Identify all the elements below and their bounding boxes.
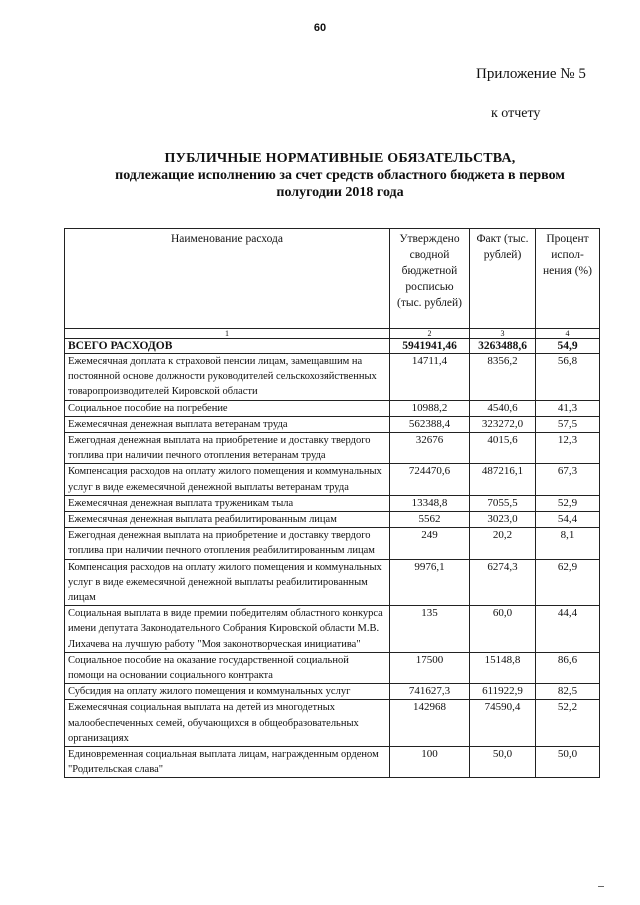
header-row	[65, 229, 600, 329]
row-fact: 6274,3	[470, 559, 536, 606]
row-percent: 67,3	[536, 464, 600, 495]
row-fact: 3023,0	[470, 512, 536, 528]
row-approved: 10988,2	[390, 400, 470, 416]
title-line-2: подлежащие исполнению за счет средств областного бюджета в первом	[115, 168, 565, 183]
header-name: Наименование расхода	[65, 229, 390, 329]
row-name: Ежемесячная денежная выплата реабилитированным лицам	[65, 512, 390, 528]
appendix-label: Приложение № 5	[476, 66, 586, 82]
table-row	[65, 559, 600, 606]
row-approved: 724470,6	[390, 464, 470, 495]
row-name: Ежемесячная денежная выплата ветеранам труда	[65, 416, 390, 432]
row-name: Социальная выплата в виде премии победителям областного конкурса имени депутата Законодательного Собрания Кировской области М.В. Лихачева на лучшую работу "Моя законотворческая инициатива"	[65, 606, 390, 653]
row-approved: 32676	[390, 433, 470, 464]
table-row	[65, 495, 600, 511]
title-line-1: ПУБЛИЧНЫЕ НОРМАТИВНЫЕ ОБЯЗАТЕЛЬСТВА,	[164, 151, 516, 166]
row-percent: 8,1	[536, 528, 600, 559]
row-approved: 142968	[390, 700, 470, 747]
row-fact: 74590,4	[470, 700, 536, 747]
table-row	[65, 700, 600, 747]
table-row	[65, 528, 600, 559]
row-name: Социальное пособие на погребение	[65, 400, 390, 416]
row-name: Ежемесячная денежная выплата труженикам тыла	[65, 495, 390, 511]
row-percent: 62,9	[536, 559, 600, 606]
row-name: Ежегодная денежная выплата на приобретение и доставку твердого топлива при наличии печного отопления ветеранам труда	[65, 433, 390, 464]
row-fact: 15148,8	[470, 652, 536, 683]
row-approved: 249	[390, 528, 470, 559]
header-percent: Процент испол-нения (%)	[536, 229, 600, 329]
row-approved: 741627,3	[390, 684, 470, 700]
row-fact: 487216,1	[470, 464, 536, 495]
row-approved: 100	[390, 747, 470, 778]
row-name: Компенсация расходов на оплату жилого помещения и коммунальных услуг в виде ежемесячной денежной выплаты ветеранам труда	[65, 464, 390, 495]
table-row	[65, 433, 600, 464]
document-title	[100, 150, 580, 201]
row-fact: 611922,9	[470, 684, 536, 700]
total-name: ВСЕГО РАСХОДОВ	[65, 339, 390, 354]
row-approved: 5562	[390, 512, 470, 528]
row-fact: 4015,6	[470, 433, 536, 464]
row-fact: 323272,0	[470, 416, 536, 432]
row-percent: 56,8	[536, 354, 600, 401]
row-fact: 60,0	[470, 606, 536, 653]
header-fact: Факт (тыс. рублей)	[470, 229, 536, 329]
table-row	[65, 464, 600, 495]
row-approved: 562388,4	[390, 416, 470, 432]
table-row	[65, 652, 600, 683]
row-percent: 57,5	[536, 416, 600, 432]
page-number: 60	[313, 22, 327, 34]
row-name: Социальное пособие на оказание государственной социальной помощи на основании социального контракта	[65, 652, 390, 683]
row-percent: 41,3	[536, 400, 600, 416]
row-approved: 13348,8	[390, 495, 470, 511]
table-row	[65, 512, 600, 528]
row-approved: 14711,4	[390, 354, 470, 401]
row-name: Компенсация расходов на оплату жилого помещения и коммунальных услуг в виде ежемесячной денежной выплаты реабилитированным лицам	[65, 559, 390, 606]
row-fact: 4540,6	[470, 400, 536, 416]
obligations-table	[64, 228, 600, 778]
total-approved: 5941941,46	[390, 339, 470, 354]
total-percent: 54,9	[536, 339, 600, 354]
col-number: 4	[536, 329, 600, 339]
row-approved: 17500	[390, 652, 470, 683]
row-fact: 8356,2	[470, 354, 536, 401]
col-number: 3	[470, 329, 536, 339]
row-name: Ежегодная денежная выплата на приобретение и доставку твердого топлива при наличии печного отопления реабилитированным лицам	[65, 528, 390, 559]
row-name: Единовременная социальная выплата лицам, награжденным орденом "Родительская слава"	[65, 747, 390, 778]
col-number: 1	[65, 329, 390, 339]
row-percent: 86,6	[536, 652, 600, 683]
row-name: Ежемесячная доплата к страховой пенсии лицам, замещавшим на постоянной основе должности руководителей сельскохозяйственных товаропроизводителей Кировской области	[65, 354, 390, 401]
column-number-row	[65, 329, 600, 339]
table-row	[65, 354, 600, 401]
row-percent: 52,9	[536, 495, 600, 511]
row-name: Субсидия на оплату жилого помещения и коммунальных услуг	[65, 684, 390, 700]
report-label: к отчету	[491, 106, 541, 121]
row-percent: 12,3	[536, 433, 600, 464]
total-row	[65, 339, 600, 354]
row-fact: 50,0	[470, 747, 536, 778]
row-approved: 9976,1	[390, 559, 470, 606]
row-percent: 54,4	[536, 512, 600, 528]
row-approved: 135	[390, 606, 470, 653]
row-name: Ежемесячная социальная выплата на детей из многодетных малообеспеченных семей, обучающихся в общеобразовательных организациях	[65, 700, 390, 747]
table-row	[65, 606, 600, 653]
row-fact: 7055,5	[470, 495, 536, 511]
table-row	[65, 747, 600, 778]
header-approved: Утверждено сводной бюджетной росписью (тыс. рублей)	[390, 229, 470, 329]
row-fact: 20,2	[470, 528, 536, 559]
scan-mark	[598, 886, 604, 887]
table-row	[65, 684, 600, 700]
row-percent: 44,4	[536, 606, 600, 653]
row-percent: 52,2	[536, 700, 600, 747]
table-row	[65, 416, 600, 432]
title-line-3: полугодии 2018 года	[276, 185, 404, 200]
row-percent: 50,0	[536, 747, 600, 778]
table-row	[65, 400, 600, 416]
total-fact: 3263488,6	[470, 339, 536, 354]
row-percent: 82,5	[536, 684, 600, 700]
col-number: 2	[390, 329, 470, 339]
